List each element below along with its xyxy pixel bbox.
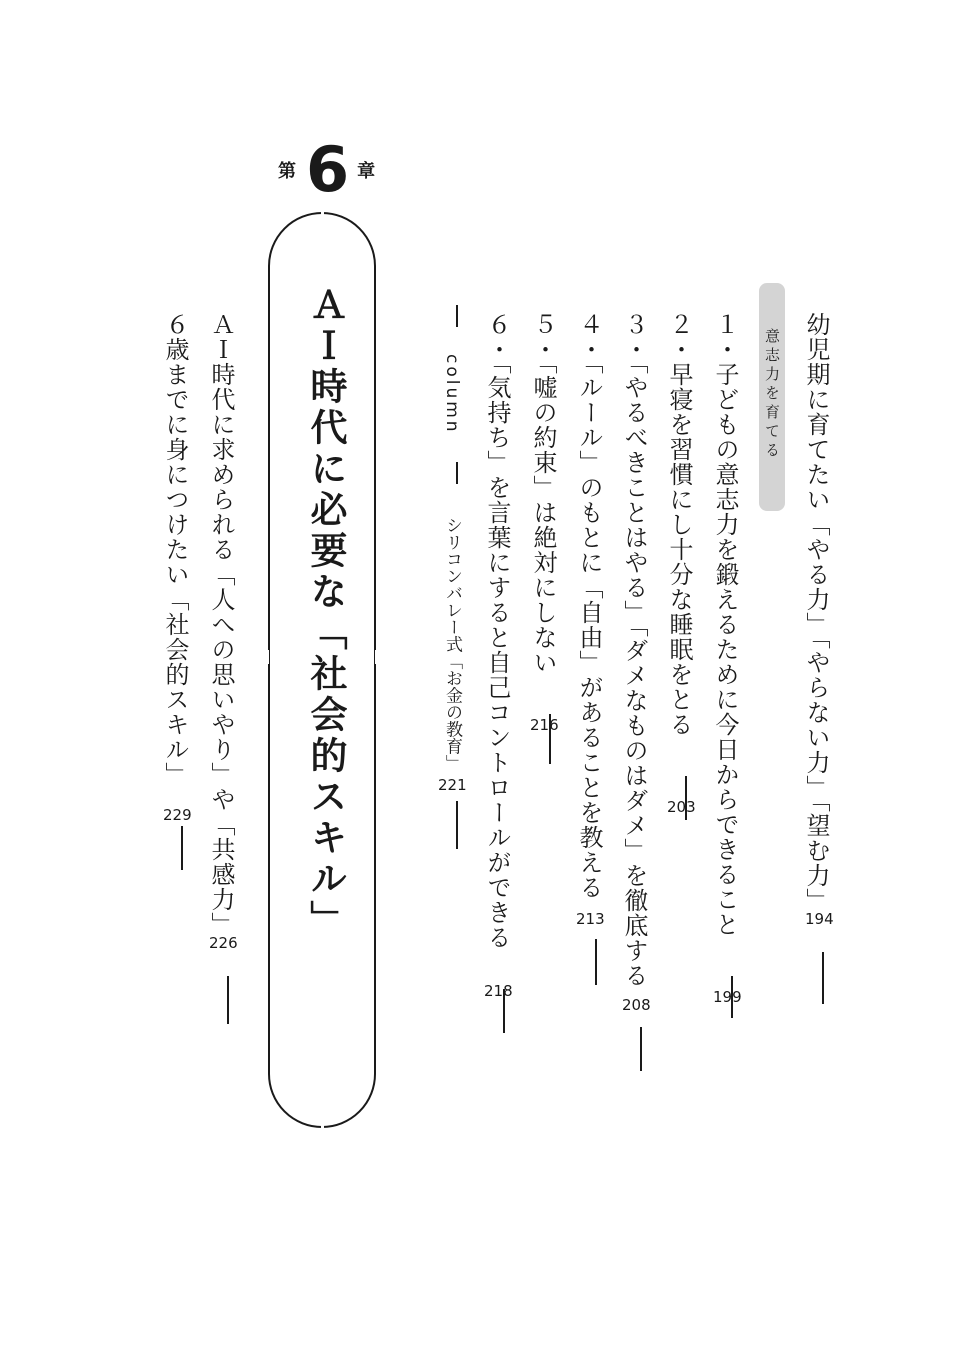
toc-page-number: 194 [805, 910, 834, 928]
toc-entry-text: 幼児期に育てたい「やる力」「やらない力」「望む力」 [802, 312, 830, 913]
toc-entry-text: ４・「ルール」のもとに「自由」があることを教える [575, 312, 603, 900]
toc-entry-text: ５・「嘘の約束」は絶対にしない [529, 312, 557, 675]
toc-entry[interactable] [713, 312, 737, 1018]
section-tag [759, 283, 785, 511]
toc-leader [456, 801, 458, 849]
chapter-title: ＡＩ時代に必要な「社会的スキル」 [304, 285, 347, 941]
toc-page-number: 216 [530, 716, 559, 734]
toc-page-number: 208 [622, 996, 651, 1014]
toc-entry-text: １・子どもの意志力を鍛えるために今日からできること [711, 312, 739, 937]
toc-page-number: 226 [209, 934, 238, 952]
toc-entry-text: ６・「気持ち」を言葉にすると自己コントロールができる [483, 312, 511, 950]
section-tag-label: 意志力を育てる [763, 328, 781, 461]
toc-entry[interactable] [531, 312, 555, 764]
toc-entry[interactable] [485, 312, 509, 1033]
toc-entry[interactable] [667, 312, 691, 820]
toc-entry-text: ＡＩ時代に求められる「人への思いやり」や「共感力」 [207, 312, 235, 937]
toc-entry[interactable] [622, 312, 646, 1071]
toc-leader [181, 826, 183, 870]
toc-entry-text: ２・早寝を習慣にし十分な睡眠をとる [665, 312, 693, 737]
chapter-heading [278, 133, 388, 206]
toc-page-number: 221 [438, 776, 467, 794]
toc-leader [227, 976, 229, 1024]
toc-entry-text: シリコンバレー式「お金の教育」 [442, 516, 462, 772]
toc-entry[interactable] [163, 312, 187, 870]
toc-leader [640, 1027, 642, 1071]
toc-entry-text: ６歳までに身につけたい「社会的スキル」 [161, 312, 189, 787]
toc-page-number: 229 [163, 806, 192, 824]
toc-entry[interactable] [209, 312, 233, 1024]
toc-page-number: 203 [667, 798, 696, 816]
toc-page-number: 218 [484, 982, 513, 1000]
toc-column-rule [456, 462, 458, 484]
chapter-prefix: 第 [278, 161, 296, 182]
toc-column-rule [456, 305, 458, 327]
toc-leader [822, 952, 824, 1004]
column-label: column [442, 354, 462, 435]
chapter-suffix: 章 [357, 161, 376, 182]
toc-page-number: 199 [713, 988, 742, 1006]
toc-page-number: 213 [576, 910, 605, 928]
toc-entry[interactable] [804, 312, 828, 1004]
toc-leader [595, 939, 597, 985]
chapter-number: 6 [306, 133, 350, 206]
toc-entry[interactable] [577, 312, 601, 985]
toc-column-entry[interactable] [440, 305, 465, 849]
toc-entry-text: ３・「やるべきことはやる」「ダメなものはダメ」を徹底する [620, 312, 648, 988]
